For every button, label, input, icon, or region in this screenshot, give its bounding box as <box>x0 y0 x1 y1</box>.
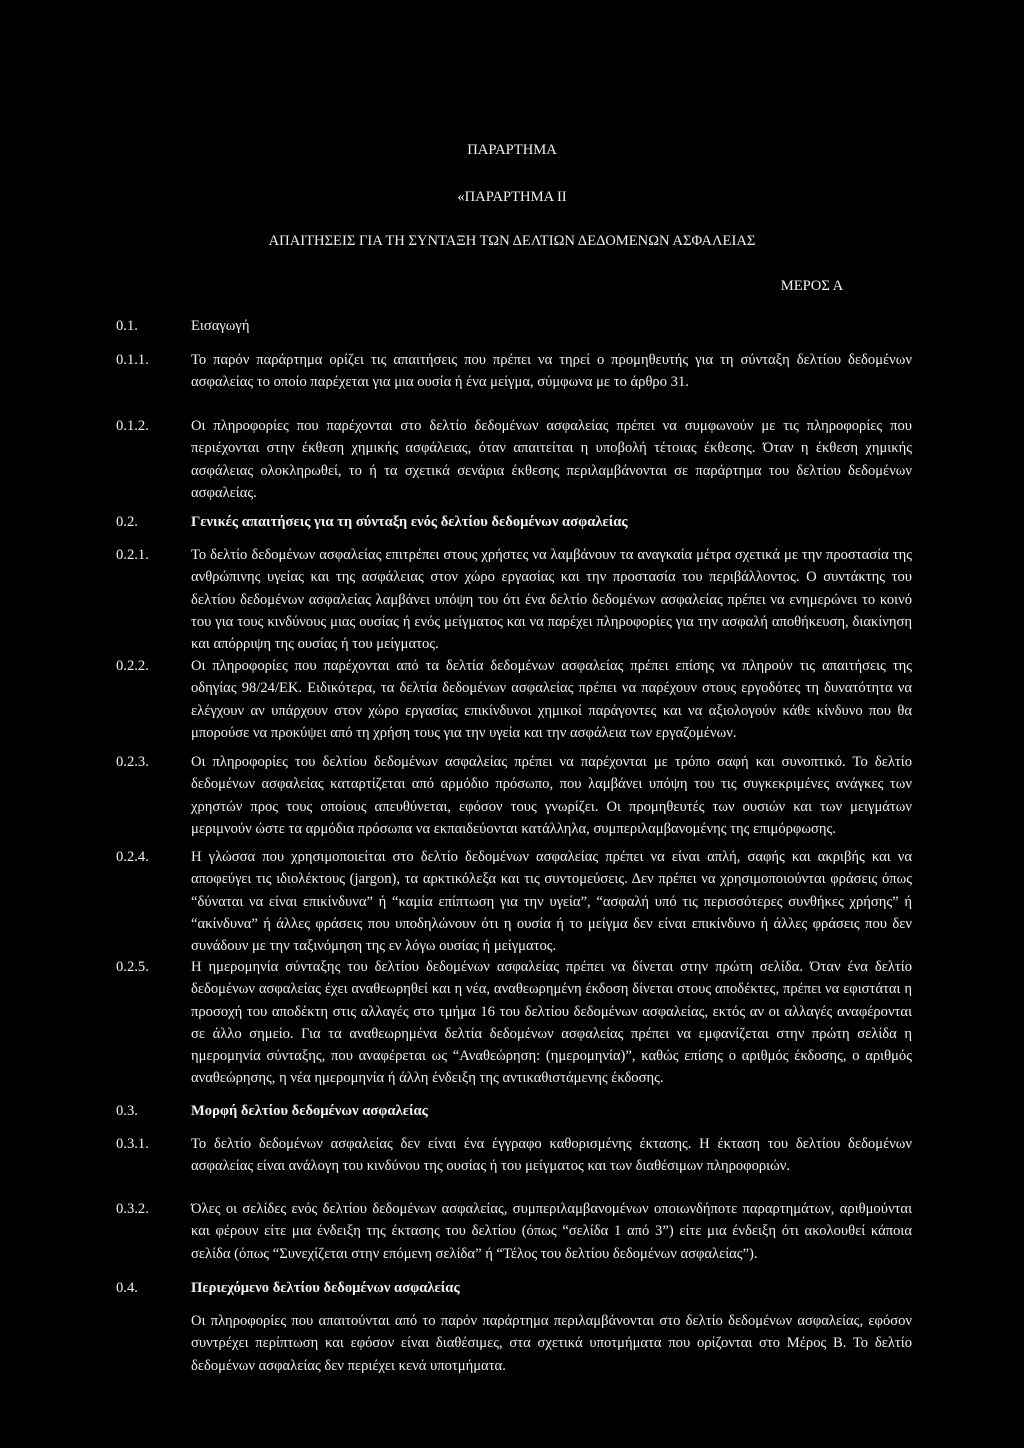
requirements-title: ΑΠΑΙΤΗΣΕΙΣ ΓΙΑ ΤΗ ΣΥΝΤΑΞΗ ΤΩΝ ΔΕΛΤΙΩΝ ΔΕΔΟΜΕΝΩΝ ΑΣΦΑΛΕΙΑΣ <box>268 233 756 249</box>
annex-title: ΠΑΡΑΡΤΗΜΑ <box>467 142 557 158</box>
section-text: Οι πληροφορίες που παρέχονται στο δελτίο δεδομένων ασφαλείας πρέπει να συμφωνούν με τις πληροφορίες που περιέχονται στην έκθεση χημικής ασφάλειας, όταν απαιτείται η υποβολή τέτοιας έκθεσης. Όταν η έκθεση χημικής ασφάλειας ολοκληρωθεί, το ή τα σχετικά σενάρια έκθεσης περιλαμβάνονται σε παράρτημα του δελτίου δεδομένων ασφαλείας. <box>191 418 912 501</box>
section-heading: Γενικές απαιτήσεις για τη σύνταξη ενός δελτίου δεδομένων ασφαλείας <box>191 514 628 530</box>
section-0-1-2 <box>116 415 912 504</box>
section-number: 0.2.2. <box>116 658 149 674</box>
annex-ii-title: «ΠΑΡΑΡΤΗΜΑ II <box>457 189 567 205</box>
section-number: 0.3.1. <box>116 1136 149 1152</box>
section-number: 0.4. <box>116 1280 138 1296</box>
section-text: Όλες οι σελίδες ενός δελτίου δεδομένων ασφαλείας, συμπεριλαμβανομένων οποιωνδήποτε παραρτημάτων, αριθμούνται και φέρουν είτε μια ένδειξη της έκτασης του δελτίου (όπως “σελίδα 1 από 3”) είτε μια ένδειξη ότι ακολουθεί κάποια σελίδα (όπως “Συνεχίζεται στην επόμενη σελίδα” ή “Τέλος του δελτίου δεδομένων ασφαλείας”). <box>191 1201 912 1262</box>
section-0-2 <box>116 511 912 533</box>
section-number: 0.2.5. <box>116 959 149 975</box>
section-text: Οι πληροφορίες που παρέχονται από τα δελτία δεδομένων ασφαλείας πρέπει επίσης να πληρούν τις απαιτήσεις της οδηγίας 98/24/ΕΚ. Ειδικότερα, τα δελτία δεδομένων ασφαλείας πρέπει να παρέχουν στους εργοδότες τη δυνατότητα να ελέγχουν αν υπάρχουν στον χώρο εργασίας επικίνδυνοι χημικοί παράγοντες και να αξιολογούν κάθε κίνδυνο που θα μπορούσε να προκύψει από τη χρήση τους για την υγεία και την ασφάλεια των εργαζομένων. <box>191 658 912 741</box>
section-text: Το δελτίο δεδομένων ασφαλείας επιτρέπει στους χρήστες να λαμβάνουν τα αναγκαία μέτρα σχετικά με την προστασία της ανθρώπινης υγείας και της ασφάλειας στον χώρο εργασίας και την προστασία του περιβάλλοντος. Ο συντάκτης του δελτίου δεδομένων ασφαλείας λαμβάνει υπόψη του ότι ένα δελτίο δεδομένων ασφαλείας πρέπει να ενημερώνει το κοινό του για τους κινδύνους μιας ουσίας ή ενός μείγματος και να παρέχει πληροφορίες για την ασφαλή αποθήκευση, διακίνηση και απόρριψη της ουσίας ή του μείγματος. <box>191 547 912 653</box>
section-number: 0.2.3. <box>116 754 149 770</box>
section-text: Οι πληροφορίες του δελτίου δεδομένων ασφαλείας πρέπει να παρέχονται με τρόπο σαφή και συνοπτικό. Το δελτίο δεδομένων ασφαλείας καταρτίζεται από αρμόδιο πρόσωπο, που λαμβάνει υπόψη του τις συγκεκριμένες ανάγκες των χρηστών προς τους οποίους απευθύνεται, εφόσον τους γνωρίζει. Οι προμηθευτές των ουσιών και των μειγμάτων μεριμνούν ώστε τα αρμόδια πρόσωπα να εκπαιδεύονται κατάλληλα, συμπεριλαμβανομένης της επιμόρφωσης. <box>191 754 912 837</box>
section-0-3-1 <box>116 1133 912 1178</box>
section-0-2-4 <box>116 846 912 957</box>
section-text: Το δελτίο δεδομένων ασφαλείας δεν είναι ένα έγγραφο καθορισμένης έκτασης. Η έκταση του δελτίου δεδομένων ασφαλείας είναι ανάλογη του κινδύνου της ουσίας ή του μείγματος και των διαθέσιμων πληροφοριών. <box>191 1136 912 1175</box>
section-0-2-1 <box>116 544 912 655</box>
section-0-4 <box>116 1277 912 1299</box>
section-number: 0.1. <box>116 318 138 334</box>
section-number: 0.1.1. <box>116 352 149 368</box>
section-0-3-2 <box>116 1198 912 1265</box>
section-0-4-body <box>116 1310 912 1377</box>
section-0-2-5 <box>116 956 912 1090</box>
section-heading: Εισαγωγή <box>191 318 250 334</box>
section-text: Η ημερομηνία σύνταξης του δελτίου δεδομένων ασφαλείας πρέπει να δίνεται στην πρώτη σελίδα. Όταν ένα δελτίο δεδομένων ασφαλείας έχει αναθεωρηθεί και η νέα, αναθεωρημένη έκδοση δίνεται στους αποδέκτες, πρέπει να εφιστάται η προσοχή του αποδέκτη στις αλλαγές στο τμήμα 16 του δελτίου δεδομένων ασφαλείας, εκτός αν οι αλλαγές αναφέρονται σε άλλο σημείο. Για τα αναθεωρημένα δελτία δεδομένων ασφαλείας πρέπει να εμφανίζεται στην πρώτη σελίδα η ημερομηνία σύνταξης, που αναφέρεται ως “Αναθεώρηση: (ημερομηνία)”, καθώς επίσης ο αριθμός έκδοσης, ο αριθμός αναθεώρησης, η νέα ημερομηνία ή άλλη ένδειξη της αντικαθιστάμενης έκδοσης. <box>191 959 912 1087</box>
section-0-2-2 <box>116 655 912 744</box>
section-number: 0.3. <box>116 1103 138 1119</box>
section-text: Η γλώσσα που χρησιμοποιείται στο δελτίο δεδομένων ασφαλείας πρέπει να είναι απλή, σαφής και ακριβής και να αποφεύγει τις ιδιολέκτους (jargon), τα αρκτικόλεξα και τις συντομεύσεις. Δεν πρέπει να χρησιμοποιούνται φράσεις όπως “δύναται να είναι επικίνδυνα” ή “καμία επίπτωση για την υγεία”, “ασφαλή υπό τις περισσότερες συνθήκες χρήσης” ή “ακίνδυνα” ή άλλες φράσεις που υποδηλώνουν ότι η ουσία ή το μείγμα δεν είναι επικίνδυνο ή άλλες φράσεις που δεν συνάδουν με την ταξινόμηση της εν λόγω ουσίας ή μείγματος. <box>191 849 912 955</box>
section-heading: Περιεχόμενο δελτίου δεδομένων ασφαλείας <box>191 1280 460 1296</box>
section-number: 0.2.1. <box>116 547 149 563</box>
section-0-1 <box>116 315 912 337</box>
section-number: 0.1.2. <box>116 418 149 434</box>
section-number: 0.2. <box>116 514 138 530</box>
section-0-2-3 <box>116 751 912 840</box>
section-number: 0.2.4. <box>116 849 149 865</box>
section-heading: Μορφή δελτίου δεδομένων ασφαλείας <box>191 1103 428 1119</box>
section-text: Οι πληροφορίες που απαιτούνται από το παρόν παράρτημα περιλαμβάνονται στο δελτίο δεδομένων ασφαλείας, εφόσον συντρέχει περίπτωση και εφόσον είναι διαθέσιμες, στα σχετικά υποτμήματα που ορίζονται στο Μέρος Β. Το δελτίο δεδομένων ασφαλείας δεν περιέχει κενά υποτμήματα. <box>191 1313 912 1374</box>
section-text: Το παρόν παράρτημα ορίζει τις απαιτήσεις που πρέπει να τηρεί ο προμηθευτής για τη σύνταξη δελτίου δεδομένων ασφαλείας το οποίο παρέχεται για μια ουσία ή ένα μείγμα, σύμφωνα με το άρθρο 31. <box>191 352 912 391</box>
section-0-1-1 <box>116 349 912 394</box>
section-number: 0.3.2. <box>116 1201 149 1217</box>
section-0-3 <box>116 1100 912 1122</box>
part-title: ΜΕΡΟΣ Α <box>780 278 844 294</box>
